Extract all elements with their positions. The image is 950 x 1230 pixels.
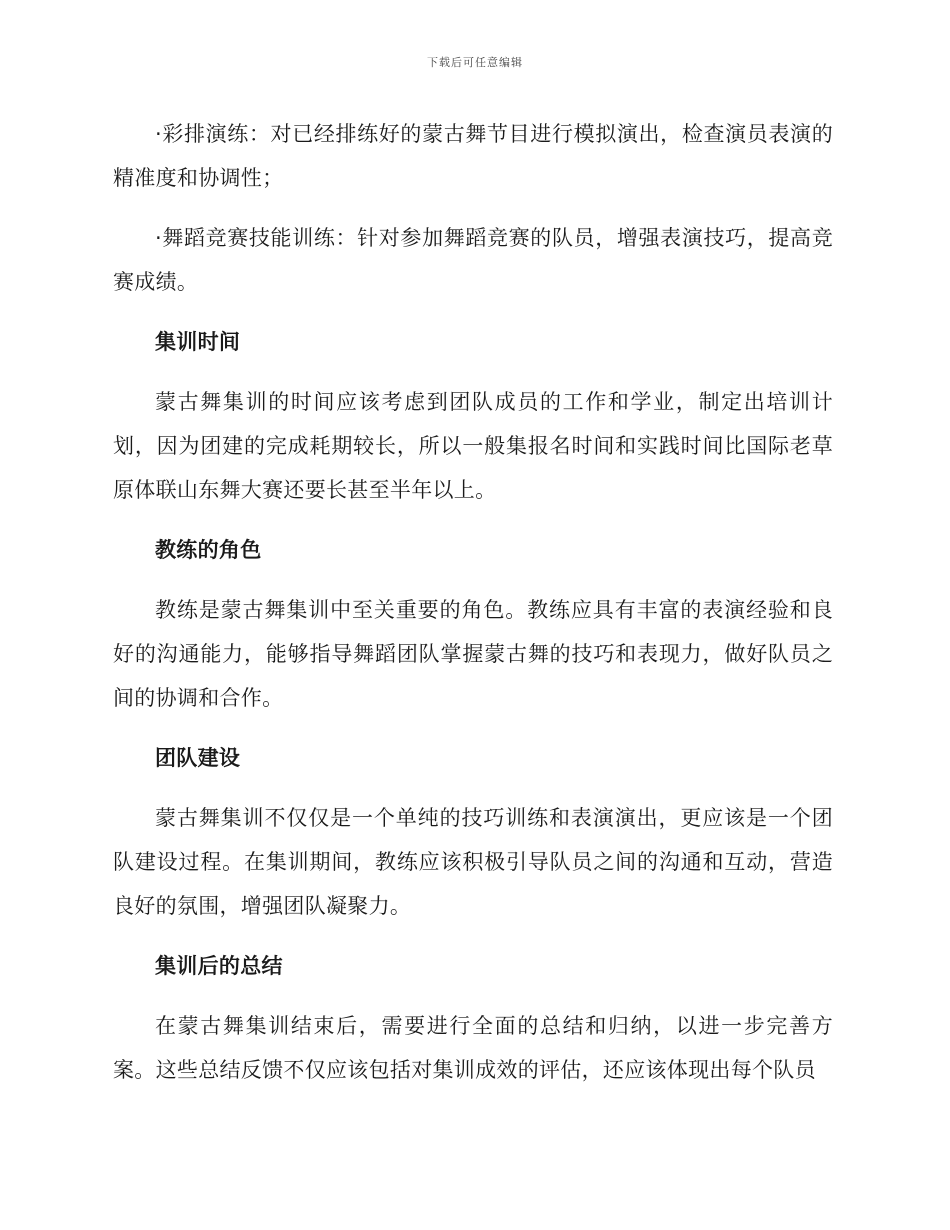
paragraph-gap <box>113 720 833 736</box>
paragraph-gap <box>113 988 833 1004</box>
paragraph-gap <box>113 200 833 216</box>
document-body <box>113 112 833 1092</box>
paragraph-gap <box>113 304 833 320</box>
paragraph-gap <box>113 780 833 796</box>
bullet-competition-training: ·舞蹈竞赛技能训练：针对参加舞蹈竞赛的队员，增强表演技巧，提高竞赛成绩。 <box>113 226 833 294</box>
heading-team-building: 团队建设 <box>155 746 241 770</box>
paragraph-gap <box>113 512 833 528</box>
bullet-rehearsal: ·彩排演练：对已经排练好的蒙古舞节目进行模拟演出，检查演员表演的精准度和协调性； <box>113 122 833 190</box>
paragraph-gap <box>113 928 833 944</box>
paragraph-summary: 在蒙古舞集训结束后，需要进行全面的总结和归纳，以进一步完善方案。这些总结反馈不仅应该包括对集训成效的评估，还应该体现出每个队员 <box>113 1014 833 1082</box>
heading-summary: 集训后的总结 <box>155 954 283 978</box>
page-header-note: 下载后可任意编辑 <box>427 56 523 69</box>
paragraph-gap <box>113 572 833 588</box>
paragraph-gap <box>113 364 833 380</box>
heading-coach-role: 教练的角色 <box>155 538 262 562</box>
paragraph-coach-role: 教练是蒙古舞集训中至关重要的角色。教练应具有丰富的表演经验和良好的沟通能力，能够指导舞蹈团队掌握蒙古舞的技巧和表现力，做好队员之间的协调和合作。 <box>113 598 833 710</box>
paragraph-training-time: 蒙古舞集训的时间应该考虑到团队成员的工作和学业，制定出培训计划，因为团建的完成耗期较长，所以一般集报名时间和实践时间比国际老草原体联山东舞大赛还要长甚至半年以上。 <box>113 390 833 502</box>
heading-training-time: 集训时间 <box>155 330 241 354</box>
paragraph-team-building: 蒙古舞集训不仅仅是一个单纯的技巧训练和表演演出，更应该是一个团队建设过程。在集训期间，教练应该积极引导队员之间的沟通和互动，营造良好的氛围，增强团队凝聚力。 <box>113 806 833 918</box>
